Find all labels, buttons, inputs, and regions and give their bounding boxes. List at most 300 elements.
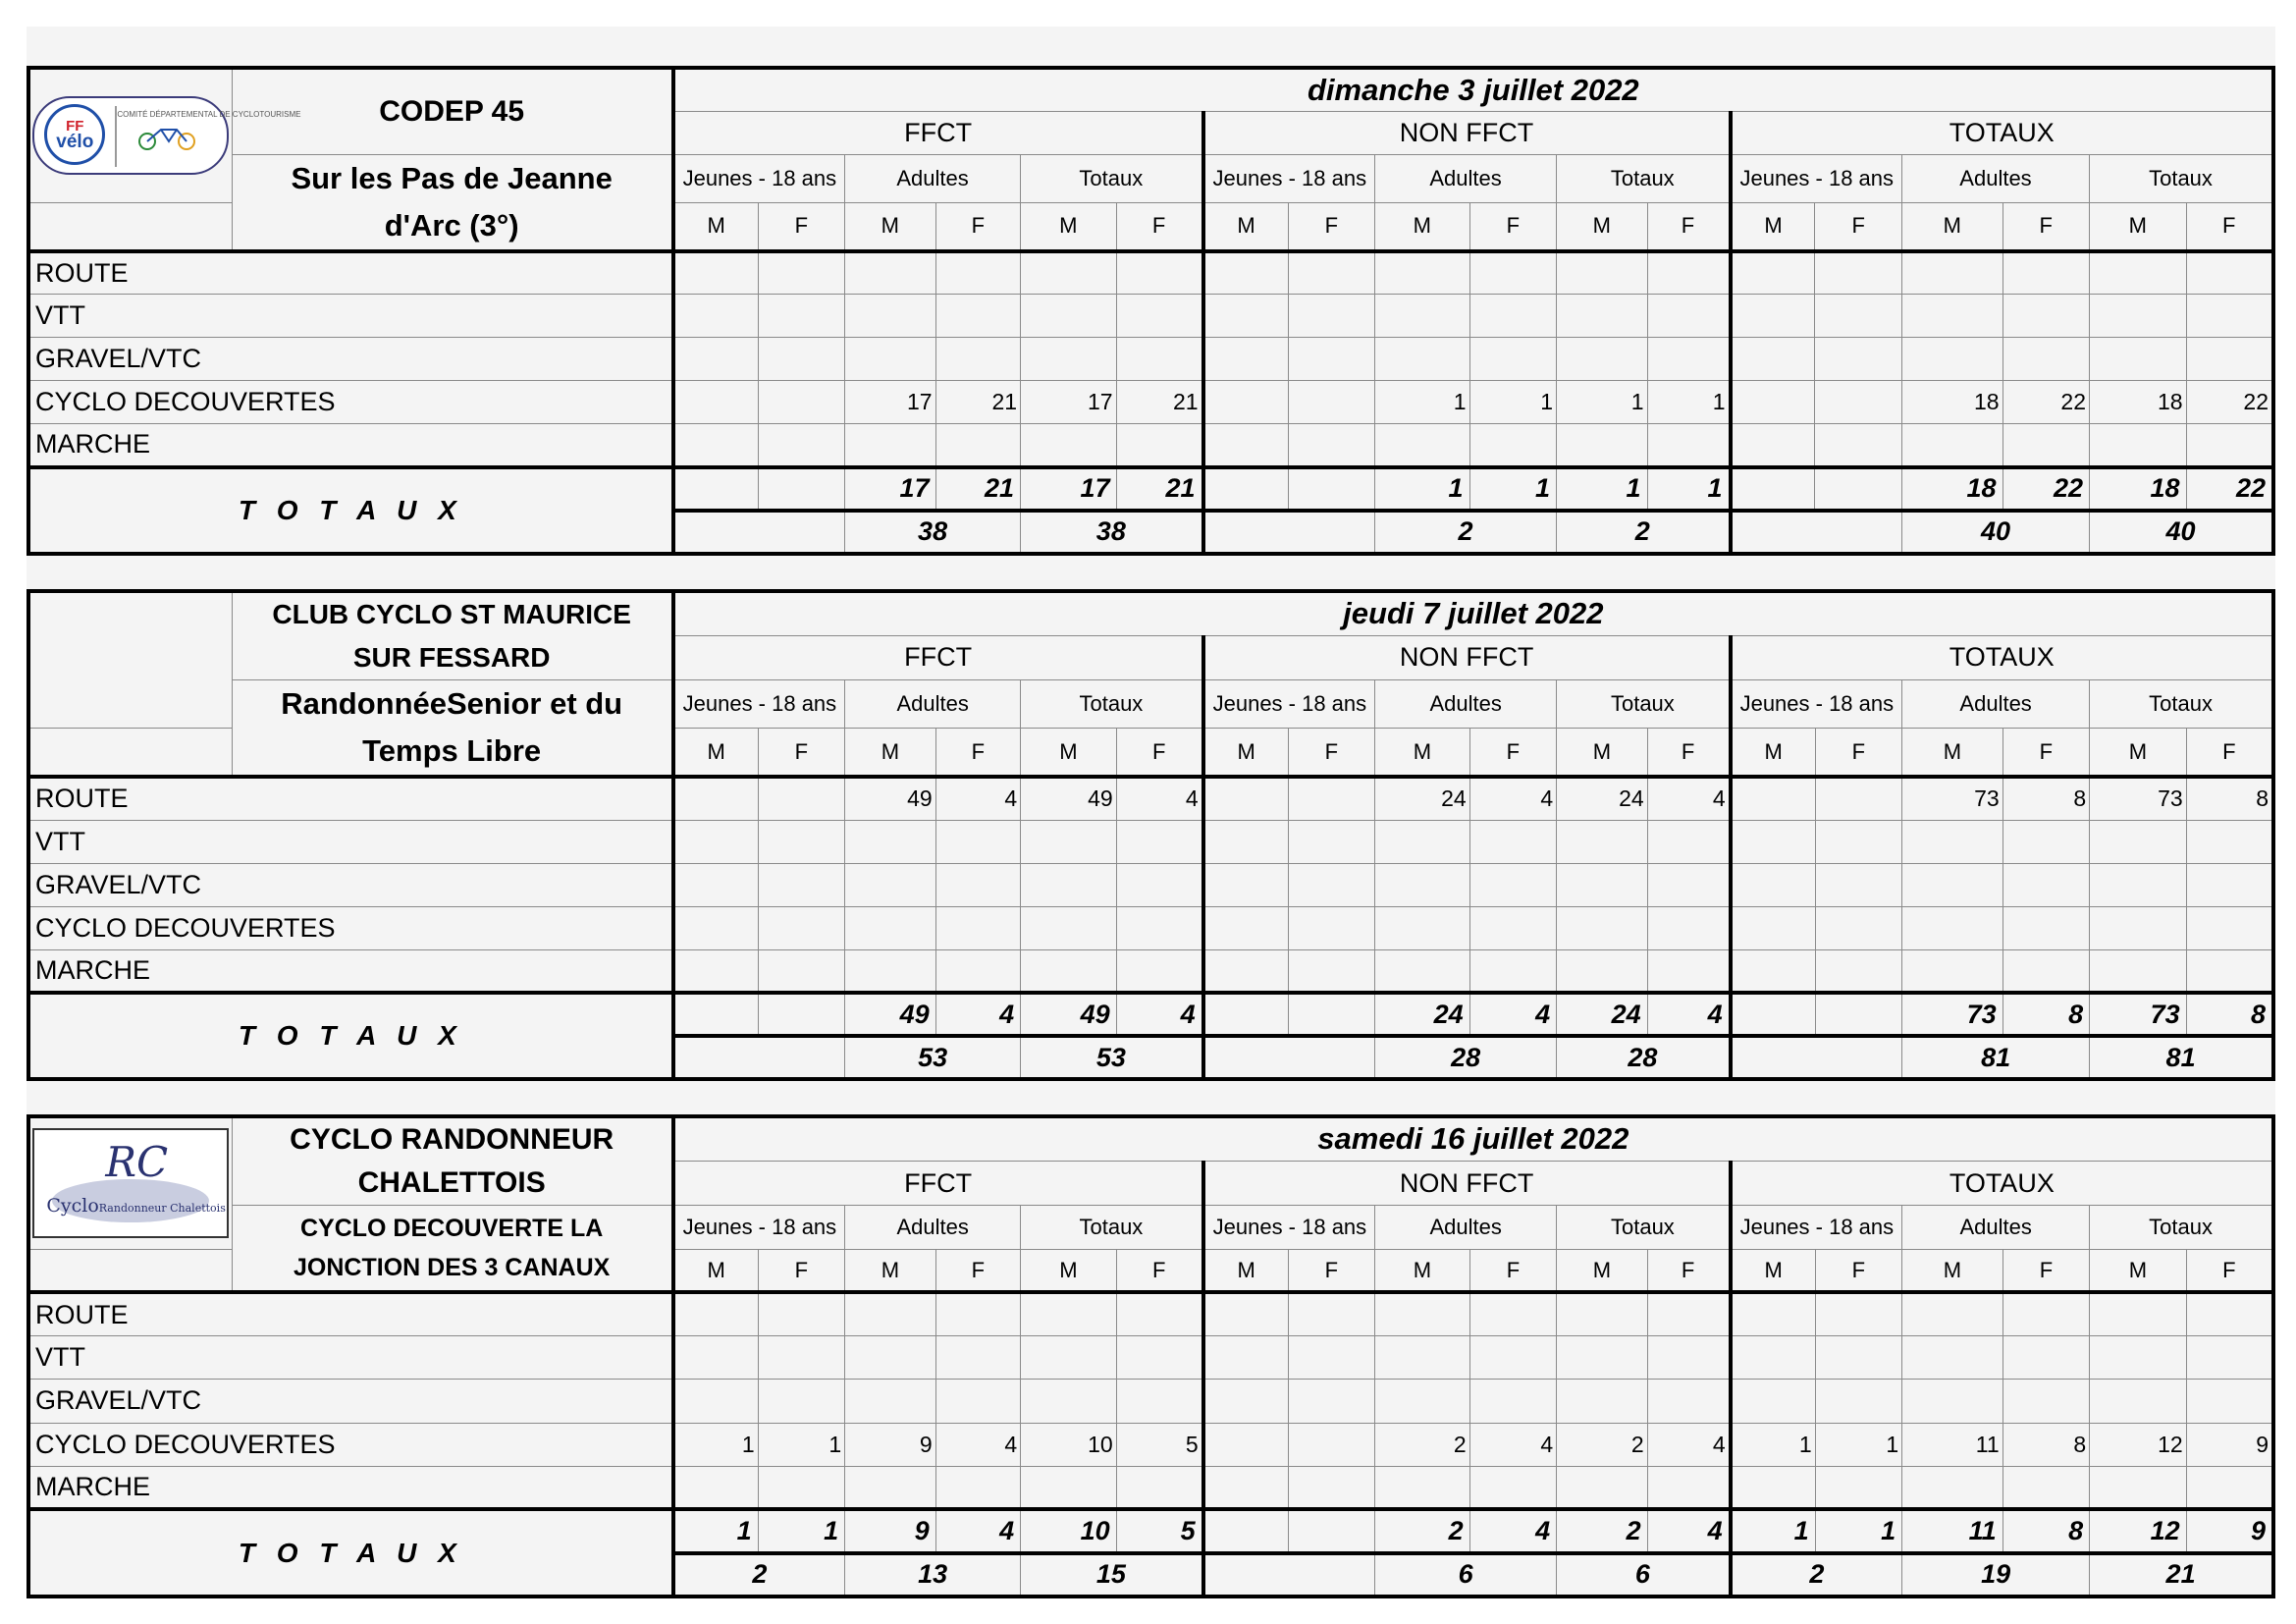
logo-cell: [28, 1116, 232, 1249]
gender-m-header: M: [1902, 729, 2003, 777]
event-block: [27, 1114, 2275, 1598]
gender-m-header: M: [1557, 729, 1648, 777]
data-cell: 17: [845, 381, 936, 424]
category-label: MARCHE: [28, 424, 673, 467]
data-cell: [673, 906, 758, 949]
participation-table: [27, 66, 2275, 556]
event-name: CYCLO DECOUVERTE LA JONCTION DES 3 CANAUX: [232, 1206, 673, 1292]
category-label: GRAVEL/VTC: [28, 338, 673, 381]
data-cell: [2186, 1336, 2273, 1380]
data-cell: [935, 906, 1020, 949]
gender-m-header: M: [1902, 1249, 2003, 1292]
total-cell: 1: [1647, 467, 1730, 511]
total-cell: 17: [845, 467, 936, 511]
data-cell: 1: [1815, 1423, 1901, 1466]
data-cell: [1375, 295, 1470, 338]
subheader-adultes: Adultes: [1902, 1206, 2090, 1249]
data-cell: [845, 1292, 936, 1335]
data-cell: [1557, 906, 1648, 949]
gender-f-header: F: [2186, 202, 2273, 250]
subheader-totaux: Totaux: [1557, 154, 1731, 202]
total-cell: 8: [2002, 993, 2089, 1036]
sum-cell: [1203, 1553, 1375, 1597]
total-cell: [1203, 1509, 1288, 1552]
gender-f-header: F: [2002, 1249, 2089, 1292]
data-cell: [1647, 338, 1730, 381]
total-cell: 49: [1021, 993, 1117, 1036]
data-cell: [845, 295, 936, 338]
data-cell: [1469, 338, 1556, 381]
sum-cell: 21: [2090, 1553, 2273, 1597]
gender-f-header: F: [1288, 1249, 1374, 1292]
data-cell: [673, 820, 758, 863]
data-cell: 4: [1116, 777, 1202, 820]
gender-m-header: M: [1203, 729, 1288, 777]
data-cell: [1203, 863, 1288, 906]
subheader-totaux: Totaux: [2090, 1206, 2273, 1249]
data-cell: [1375, 1292, 1470, 1335]
data-cell: [1116, 863, 1202, 906]
data-cell: [1647, 424, 1730, 467]
total-cell: [1288, 1509, 1374, 1552]
total-cell: 9: [845, 1509, 936, 1552]
sum-cell: 81: [2090, 1036, 2273, 1079]
subheader-jeunes: Jeunes - 18 ans: [1731, 680, 1902, 729]
sum-cell: [1731, 1036, 1902, 1079]
sum-cell: 53: [1021, 1036, 1203, 1079]
total-cell: [1731, 467, 1815, 511]
data-cell: [1375, 338, 1470, 381]
gender-f-header: F: [758, 1249, 844, 1292]
data-cell: [1557, 338, 1648, 381]
category-label: ROUTE: [28, 251, 673, 295]
data-cell: [1288, 295, 1374, 338]
data-cell: [1203, 381, 1288, 424]
data-cell: [673, 424, 758, 467]
total-cell: 4: [935, 1509, 1020, 1552]
data-cell: 4: [1647, 1423, 1730, 1466]
event-date: jeudi 7 juillet 2022: [673, 591, 2273, 635]
data-cell: [1901, 424, 2002, 467]
data-cell: [673, 251, 758, 295]
data-cell: [2002, 820, 2089, 863]
data-cell: [1021, 424, 1117, 467]
data-cell: [1815, 1292, 1901, 1335]
data-cell: [1375, 251, 1470, 295]
gender-f-header: F: [2186, 1249, 2273, 1292]
data-cell: [2090, 1336, 2187, 1380]
sum-cell: 2: [1375, 511, 1557, 554]
data-cell: [1647, 1380, 1730, 1423]
ffvelo-logo: [32, 96, 301, 175]
data-cell: [935, 949, 1020, 993]
total-cell: 1: [758, 1509, 844, 1552]
data-cell: [1647, 1292, 1730, 1335]
data-cell: [1375, 1380, 1470, 1423]
data-cell: [1902, 1292, 2003, 1335]
data-cell: [673, 1380, 758, 1423]
data-cell: [2090, 863, 2187, 906]
total-cell: [1731, 993, 1815, 1036]
total-cell: 17: [1021, 467, 1117, 511]
data-cell: 4: [935, 777, 1020, 820]
sum-cell: [1203, 1036, 1375, 1079]
category-label: GRAVEL/VTC: [28, 863, 673, 906]
data-cell: [2186, 251, 2273, 295]
subheader-totaux: Totaux: [2090, 680, 2273, 729]
data-cell: 4: [1469, 777, 1556, 820]
sum-cell: 40: [2090, 511, 2273, 554]
club-name: CYCLO RANDONNEUR CHALETTOIS: [232, 1116, 673, 1206]
data-cell: 1: [1647, 381, 1730, 424]
data-cell: [1902, 1466, 2003, 1509]
sum-cell: 13: [845, 1553, 1021, 1597]
total-cell: 1: [673, 1509, 758, 1552]
data-cell: [1469, 820, 1556, 863]
data-cell: [1731, 777, 1815, 820]
gender-f-header: F: [1116, 202, 1202, 250]
data-cell: [1375, 949, 1470, 993]
subheader-adultes: Adultes: [1375, 680, 1557, 729]
data-cell: [935, 295, 1020, 338]
data-cell: [935, 1466, 1020, 1509]
data-cell: [1469, 1380, 1556, 1423]
data-cell: [2090, 1466, 2187, 1509]
data-cell: [1731, 295, 1815, 338]
subheader-adultes: Adultes: [1901, 154, 2089, 202]
logo-cell-bottom: [28, 1249, 232, 1292]
data-cell: 49: [1021, 777, 1117, 820]
data-cell: [845, 1336, 936, 1380]
gender-m-header: M: [2090, 729, 2187, 777]
gender-f-header: F: [1116, 729, 1202, 777]
data-cell: [845, 251, 936, 295]
gender-m-header: M: [1731, 729, 1815, 777]
data-cell: [758, 424, 844, 467]
data-cell: [1815, 338, 1901, 381]
group-ffct: FFCT: [673, 1161, 1203, 1205]
data-cell: [758, 251, 844, 295]
gender-m-header: M: [1203, 1249, 1288, 1292]
subheader-jeunes: Jeunes - 18 ans: [673, 680, 845, 729]
gender-f-header: F: [935, 1249, 1020, 1292]
data-cell: [1116, 424, 1202, 467]
data-cell: [1021, 1466, 1117, 1509]
event-date: samedi 16 juillet 2022: [673, 1116, 2273, 1161]
data-cell: [1375, 1466, 1470, 1509]
data-cell: [1021, 251, 1117, 295]
total-cell: 4: [1469, 993, 1556, 1036]
total-cell: 11: [1902, 1509, 2003, 1552]
data-cell: [1469, 295, 1556, 338]
total-cell: [1203, 467, 1288, 511]
data-cell: 8: [2186, 777, 2273, 820]
gender-f-header: F: [1116, 1249, 1202, 1292]
data-cell: [1731, 906, 1815, 949]
data-cell: [845, 1380, 936, 1423]
data-cell: 1: [758, 1423, 844, 1466]
total-cell: 21: [1116, 467, 1202, 511]
gender-m-header: M: [673, 1249, 758, 1292]
data-cell: [2090, 1380, 2187, 1423]
subheader-adultes: Adultes: [845, 154, 1021, 202]
data-cell: [1021, 863, 1117, 906]
gender-f-header: F: [1469, 1249, 1556, 1292]
data-cell: [1469, 863, 1556, 906]
total-cell: 8: [2186, 993, 2273, 1036]
data-cell: [1815, 1466, 1901, 1509]
data-cell: [1731, 424, 1815, 467]
group-non-ffct: NON FFCT: [1203, 635, 1731, 679]
total-cell: 4: [935, 993, 1020, 1036]
data-cell: [2186, 906, 2273, 949]
data-cell: [673, 1292, 758, 1335]
data-cell: 21: [1116, 381, 1202, 424]
subheader-adultes: Adultes: [1375, 154, 1557, 202]
gender-f-header: F: [758, 729, 844, 777]
data-cell: [1647, 1466, 1730, 1509]
sum-cell: [673, 511, 845, 554]
data-cell: [673, 381, 758, 424]
total-cell: 8: [2002, 1509, 2089, 1552]
sum-cell: 15: [1021, 1553, 1203, 1597]
data-cell: [1116, 1336, 1202, 1380]
total-cell: [1288, 467, 1374, 511]
subheader-jeunes: Jeunes - 18 ans: [1731, 1206, 1902, 1249]
total-cell: 21: [935, 467, 1020, 511]
data-cell: [1557, 1292, 1648, 1335]
data-cell: [2090, 338, 2187, 381]
data-cell: [1203, 820, 1288, 863]
group-totaux: TOTAUX: [1731, 111, 2273, 154]
data-cell: [1731, 863, 1815, 906]
data-cell: [1288, 906, 1374, 949]
data-cell: [1469, 1466, 1556, 1509]
logo-cell-bottom: [28, 202, 232, 250]
total-cell: 1: [1731, 1509, 1815, 1552]
gender-m-header: M: [2090, 1249, 2187, 1292]
data-cell: [1469, 949, 1556, 993]
subheader-totaux: Totaux: [1021, 154, 1203, 202]
data-cell: [1731, 338, 1815, 381]
data-cell: [845, 863, 936, 906]
data-cell: [1288, 338, 1374, 381]
total-cell: 4: [1116, 993, 1202, 1036]
total-cell: [673, 993, 758, 1036]
data-cell: [1021, 820, 1117, 863]
subheader-totaux: Totaux: [2090, 154, 2273, 202]
data-cell: [2186, 1292, 2273, 1335]
gender-f-header: F: [1647, 202, 1730, 250]
data-cell: [935, 1380, 1020, 1423]
data-cell: [758, 777, 844, 820]
data-cell: [935, 251, 1020, 295]
category-label: CYCLO DECOUVERTES: [28, 381, 673, 424]
data-cell: 22: [2186, 381, 2273, 424]
data-cell: [2002, 338, 2089, 381]
data-cell: [2002, 906, 2089, 949]
gender-f-header: F: [1815, 1249, 1901, 1292]
gender-f-header: F: [935, 202, 1020, 250]
data-cell: [2002, 949, 2089, 993]
subheader-totaux: Totaux: [1557, 680, 1731, 729]
data-cell: [1288, 1336, 1374, 1380]
club-name: CLUB CYCLO ST MAURICE SUR FESSARD: [232, 591, 673, 680]
gender-m-header: M: [673, 202, 758, 250]
data-cell: [1116, 251, 1202, 295]
data-cell: [1021, 295, 1117, 338]
sum-cell: 38: [1021, 511, 1203, 554]
data-cell: 10: [1021, 1423, 1117, 1466]
gender-f-header: F: [758, 202, 844, 250]
data-cell: 12: [2090, 1423, 2187, 1466]
group-totaux: TOTAUX: [1731, 635, 2273, 679]
crc-logo: [32, 1128, 229, 1238]
data-cell: [1203, 295, 1288, 338]
gender-f-header: F: [1469, 202, 1556, 250]
gender-m-header: M: [1557, 202, 1648, 250]
total-cell: 1: [1375, 467, 1470, 511]
data-cell: [1288, 1380, 1374, 1423]
data-cell: [1815, 777, 1901, 820]
data-cell: [1731, 251, 1815, 295]
data-cell: 8: [2002, 777, 2089, 820]
event-block: [27, 589, 2275, 1073]
event-date: dimanche 3 juillet 2022: [673, 68, 2273, 111]
data-cell: [1469, 1292, 1556, 1335]
gender-m-header: M: [1203, 202, 1288, 250]
data-cell: 9: [845, 1423, 936, 1466]
gender-m-header: M: [1375, 1249, 1470, 1292]
category-label: ROUTE: [28, 777, 673, 820]
total-cell: 4: [1647, 1509, 1730, 1552]
sum-cell: 81: [1902, 1036, 2090, 1079]
data-cell: [1557, 863, 1648, 906]
ffvelo-subtitle: COMITÉ DÉPARTEMENTAL DE CYCLOTOURISME: [115, 106, 219, 167]
data-cell: [1647, 863, 1730, 906]
sum-cell: 2: [673, 1553, 845, 1597]
data-cell: [1116, 295, 1202, 338]
crc-letters: RC: [105, 1138, 169, 1187]
data-cell: [1557, 251, 1648, 295]
gender-m-header: M: [845, 729, 936, 777]
data-cell: [1469, 906, 1556, 949]
gender-f-header: F: [1288, 202, 1374, 250]
data-cell: [1902, 1336, 2003, 1380]
total-cell: [758, 467, 844, 511]
data-cell: [1203, 1423, 1288, 1466]
data-cell: [1647, 251, 1730, 295]
data-cell: [1647, 820, 1730, 863]
data-cell: [2186, 1380, 2273, 1423]
category-label: VTT: [28, 295, 673, 338]
data-cell: [1021, 1380, 1117, 1423]
gender-f-header: F: [1647, 1249, 1730, 1292]
totaux-label: T O T A U X: [28, 1509, 673, 1597]
sum-cell: 28: [1557, 1036, 1731, 1079]
data-cell: [1731, 1466, 1815, 1509]
data-cell: [935, 338, 1020, 381]
total-cell: [1203, 993, 1288, 1036]
total-cell: 24: [1375, 993, 1470, 1036]
data-cell: [1731, 1292, 1815, 1335]
data-cell: [1557, 1466, 1648, 1509]
category-label: MARCHE: [28, 949, 673, 993]
club-name: CODEP 45: [232, 68, 673, 154]
data-cell: 9: [2186, 1423, 2273, 1466]
gender-m-header: M: [1375, 202, 1470, 250]
data-cell: [1647, 295, 1730, 338]
data-cell: [2186, 820, 2273, 863]
data-cell: 73: [1902, 777, 2003, 820]
group-non-ffct: NON FFCT: [1203, 111, 1731, 154]
data-cell: [935, 1336, 1020, 1380]
data-cell: [1288, 381, 1374, 424]
data-cell: [2090, 820, 2187, 863]
bicycle-icon: [133, 124, 202, 151]
sum-cell: 2: [1731, 1553, 1902, 1597]
data-cell: [758, 820, 844, 863]
data-cell: 5: [1116, 1423, 1202, 1466]
event-name: Sur les Pas de Jeanne d'Arc (3°): [232, 154, 673, 251]
data-cell: [1116, 1466, 1202, 1509]
data-cell: [1116, 1380, 1202, 1423]
data-cell: [1288, 424, 1374, 467]
data-cell: [1375, 820, 1470, 863]
total-cell: [1815, 467, 1901, 511]
total-cell: [1288, 993, 1374, 1036]
data-cell: [1116, 1292, 1202, 1335]
gender-m-header: M: [1901, 202, 2002, 250]
data-cell: [1557, 1380, 1648, 1423]
data-cell: [2002, 1336, 2089, 1380]
category-label: CYCLO DECOUVERTES: [28, 906, 673, 949]
data-cell: 4: [935, 1423, 1020, 1466]
sum-cell: 2: [1557, 511, 1731, 554]
data-cell: [1815, 906, 1901, 949]
gender-m-header: M: [845, 202, 936, 250]
data-cell: [2090, 1292, 2187, 1335]
data-cell: [1731, 1336, 1815, 1380]
data-cell: [1557, 424, 1648, 467]
data-cell: [1901, 251, 2002, 295]
data-cell: [1021, 906, 1117, 949]
total-cell: 18: [2090, 467, 2187, 511]
data-cell: [673, 949, 758, 993]
participation-table: [27, 1114, 2275, 1598]
totaux-label: T O T A U X: [28, 467, 673, 554]
total-cell: [673, 467, 758, 511]
gender-m-header: M: [673, 729, 758, 777]
total-cell: 73: [2090, 993, 2187, 1036]
data-cell: [1288, 777, 1374, 820]
data-cell: [1557, 949, 1648, 993]
category-label: MARCHE: [28, 1466, 673, 1509]
ffvelo-badge: FF vélo: [44, 104, 105, 165]
event-block: [27, 66, 2275, 550]
data-cell: 1: [1469, 381, 1556, 424]
data-cell: 18: [1901, 381, 2002, 424]
data-cell: [1815, 295, 1901, 338]
data-cell: [2186, 863, 2273, 906]
total-cell: 1: [1557, 467, 1648, 511]
data-cell: 4: [1469, 1423, 1556, 1466]
data-cell: [673, 295, 758, 338]
data-cell: [1731, 1380, 1815, 1423]
data-cell: [2002, 295, 2089, 338]
data-cell: [935, 424, 1020, 467]
sum-cell: 28: [1375, 1036, 1557, 1079]
